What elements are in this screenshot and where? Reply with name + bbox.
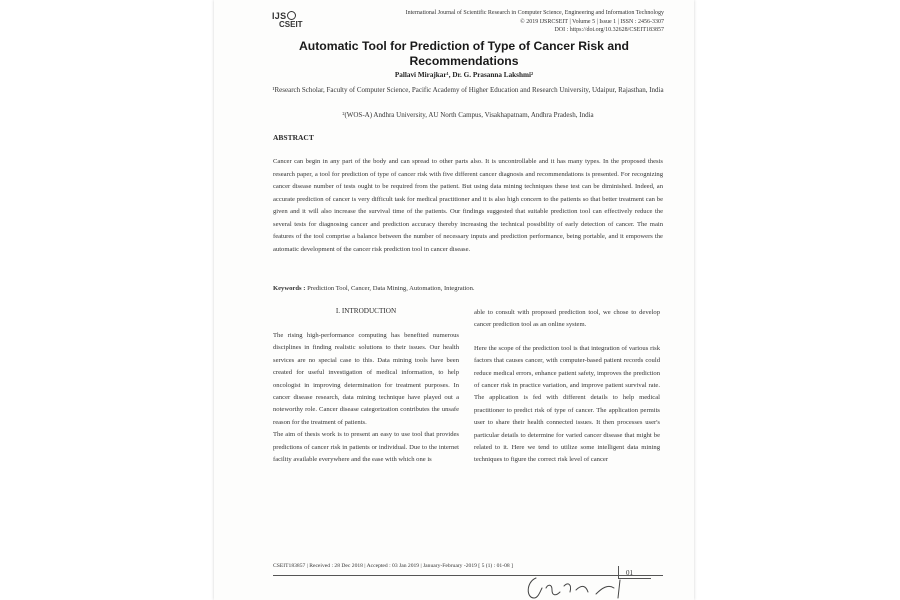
logo-text-top: IJS (272, 11, 287, 21)
section-heading-introduction: I. INTRODUCTION (335, 307, 397, 315)
intro-paragraph-3: able to consult with proposed prediction tool, we chose to develop cancer prediction tool as an online system. (474, 309, 660, 329)
logo-mark-icon (287, 11, 296, 20)
keywords-label: Keywords : (273, 285, 306, 292)
journal-header (406, 9, 664, 35)
abstract-heading: ABSTRACT (273, 133, 314, 142)
keywords-list: Prediction Tool, Cancer, Data Mining, Automation, Integration. (307, 285, 475, 292)
intro-paragraph-1: The rising high-performance computing has benefited numerous disciplines in finding realistic solutions to their issues. Our health services are no special case to this. Data mining tools have been created for useful investigation of medical information, to help oncologist in improving determination for treatment purposes. In cancer disease research, data mining technique have played out a noteworthy role. Cancer disease categorization contributes the unsafe reason for the treatment of patients. (273, 332, 459, 426)
right-column (474, 307, 660, 467)
abstract-body: Cancer can begin in any part of the body and can spread to other parts also. It is uncontrollable and it has many types. In the proposed thesis research paper, a tool for prediction of type of cancer risk with five different cancer diagnosis and recommendations is presented. For recognizing cancer disease number of tests ought to be required from the patient. But using data mining techniques these test can be diminished. Indeed, an accurate prediction of cancer is very difficult task for medical practitioner and it is also high concern to the patients so that better treatment can be given and it will also increase the survival time of the patients. Our findings suggested that suitable prediction tool can effectively reduce the several tests for diagnosing cancer and prediction accuracy thereby increasing the technical possibility of early detection of cancer. The main features of the tool comprise a balance between the number of necessary inputs and prediction performance, being portable, and it empowers the automatic development of the cancer risk prediction tool in cancer disease. (273, 158, 663, 253)
journal-logo (272, 12, 312, 34)
intro-paragraph-2: The aim of thesis work is to present an easy to use tool that provides predictions of cancer risk in patients or individual. Due to the internet facility available everywhere and the ease with which one is (273, 431, 459, 464)
volume-line: © 2019 IJSRCSEIT | Volume 5 | Issue 1 | ISSN : 2456-3307 (520, 18, 664, 25)
keywords (273, 283, 663, 295)
paper-title: Automatic Tool for Prediction of Type of Cancer Risk and Recommendations (299, 39, 629, 68)
intro-paragraph-4: Here the scope of the prediction tool is that integration of various risk factors that causes cancer, with computer-based patient records could reduce medical errors, enhance patient safety, improves the prediction of cancer risk in practice variation, and improve patient survival rate. The application is fed with different details to help medical practitioner to predict risk of type of cancer. The application permits user to share their health connected issues. It then processes user's particular details to determine for varied cancer disease that might be related to it. Here we tend to utilize some intelligent data mining techniques to figure the correct risk level of cancer (474, 344, 660, 464)
footer-citation: CSEIT183857 | Received : 28 Dec 2018 | Accepted : 03 Jan 2019 | January-February -2019 [ 5 (1) : 01-08 ] (273, 563, 513, 569)
left-column (273, 330, 459, 466)
logo-text-bottom: CSEIT (279, 20, 303, 30)
journal-name: International Journal of Scientific Research in Computer Science, Engineering and Information Technology (405, 10, 664, 16)
doi-line: DOI : https://doi.org/10.32628/CSEIT183857 (554, 27, 664, 34)
page-number: 01 (626, 569, 633, 577)
affiliation-1: ¹Research Scholar, Faculty of Computer Science, Pacific Academy of Higher Education and Research University, Udaipur, Rajasthan, India (272, 86, 664, 94)
paper-authors: Pallavi Mirajkar¹, Dr. G. Prasanna Lakshmi² (394, 71, 534, 79)
handwritten-signature (524, 574, 634, 600)
paper-page (214, 0, 694, 600)
affiliation-2: ²(WOS-A) Andhra University, AU North Campus, Visakhapatnam, Andhra Pradesh, India (342, 111, 594, 119)
